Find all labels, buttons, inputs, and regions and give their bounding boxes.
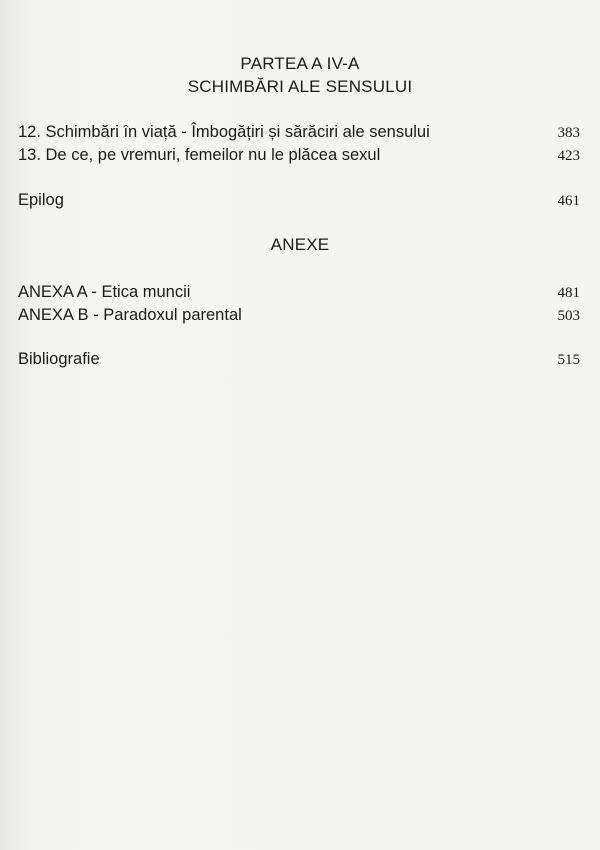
- toc-entry-chapter-12: [18, 123, 580, 142]
- annexes-heading: ANEXE: [270, 235, 330, 254]
- toc-entry-label: 12. Schimbări în viață - Îmbogățiri și sărăciri ale sensului: [18, 123, 430, 141]
- part-title: PARTEA A IV-A: [240, 54, 360, 73]
- toc-entry-page: 423: [557, 148, 580, 164]
- toc-entry-page: 383: [557, 125, 580, 141]
- toc-entry-label: 13. De ce, pe vremuri, femeilor nu le plăcea sexul: [18, 146, 381, 164]
- toc-entry-page: 503: [557, 308, 580, 324]
- toc-entry-page: 515: [557, 352, 580, 368]
- part-subtitle: SCHIMBĂRI ALE SENSULUI: [187, 77, 413, 96]
- toc-entry-epilog: [18, 191, 580, 210]
- toc-entry-annex-b: [18, 306, 580, 325]
- toc-entry-label: Bibliografie: [18, 350, 100, 368]
- toc-entry-page: 461: [557, 193, 580, 209]
- toc-entry-bibliography: [18, 350, 580, 369]
- toc-entry-label: ANEXA A - Etica muncii: [18, 283, 191, 301]
- toc-entry-label: Epilog: [18, 191, 64, 209]
- toc-entry-annex-a: [18, 283, 580, 302]
- toc-entry-label: ANEXA B - Paradoxul parental: [18, 306, 242, 324]
- toc-entry-page: 481: [557, 285, 580, 301]
- toc-entry-chapter-13: [18, 146, 580, 165]
